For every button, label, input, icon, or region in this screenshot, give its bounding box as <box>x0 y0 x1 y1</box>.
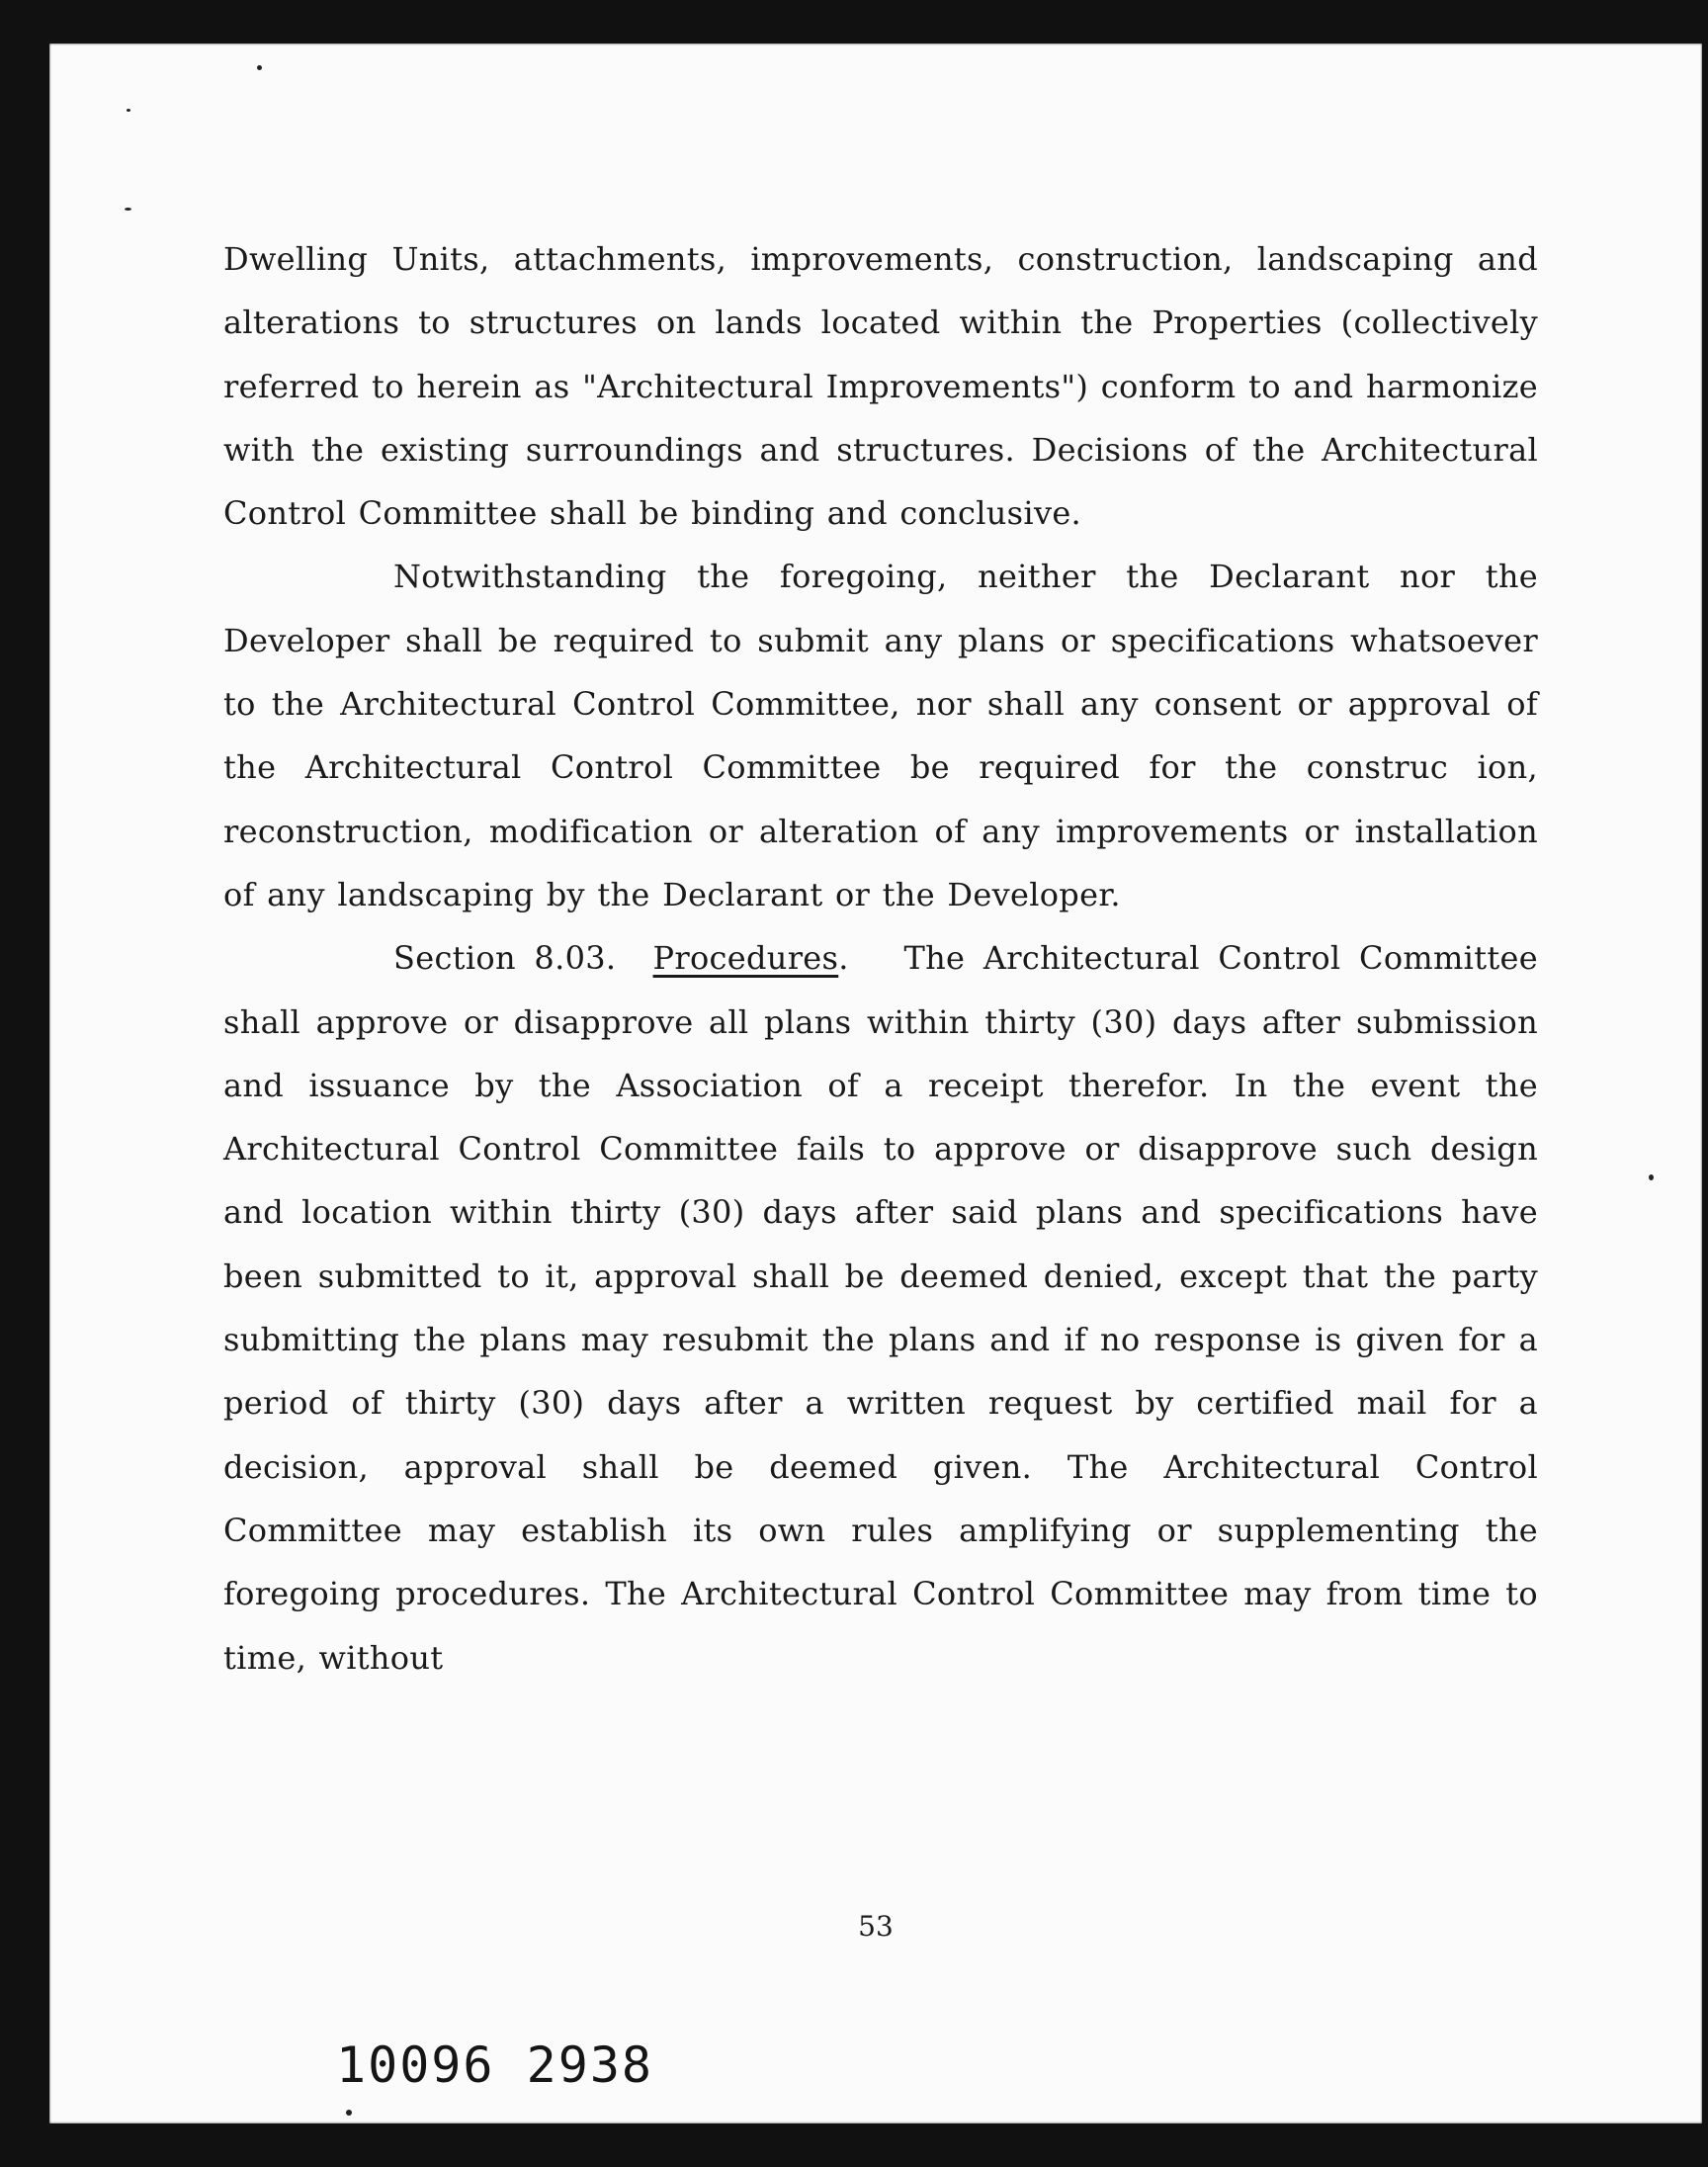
scan-speck <box>125 208 131 211</box>
body-text <box>223 227 1538 1690</box>
document-id: 10096 2938 <box>336 2037 654 2094</box>
paragraph-declarant-exemption: Notwithstanding the foregoing, neither the Declarant nor the Developer shall be required to submit any plans or specifications whatsoever to the Architectural Control Committee, nor shall any consent or approval of the Architectural Control Committee be required for the construc ion, reconstruction, modification or alteration of any improvements or installation of any landscaping by the Declarant or the Developer. <box>223 558 1538 913</box>
scan-speck <box>127 109 130 112</box>
page-number: 53 <box>858 1910 894 1943</box>
section-title-punctuation: . <box>838 939 849 978</box>
section-body: The Architectural Control Committee shall approve or disapprove all plans within thirty (30) days after submission and issuance by the Association of a receipt therefor. In the event the Architectural Control Committee fails to approve or disapprove such design and location within thirty (30) days after said plans and specifications have been submitted to it, approval shall be deemed denied, except that the party submitting the plans may resubmit the plans and if no response is given for a period of thirty (30) days after a written request by certified mail for a decision, approval shall be deemed given. The Architectural Control Committee may establish its own rules amplifying or supplementing the foregoing procedures. The Architectural Control Committee may from time to time, without <box>223 939 1538 1677</box>
paragraph-section-8-03 <box>223 926 1538 1690</box>
scan-speck <box>257 65 262 70</box>
paragraph-architectural-improvements: Dwelling Units, attachments, improvements, construction, landscaping and alterations to structures on lands located within the Properties (collectively referred to herein as "Architectural Improvements") conform to and harmonize with the existing surroundings and structures. Decisions of the Architectural Control Committee shall be binding and conclusive. <box>223 240 1538 533</box>
document-page <box>49 43 1702 2124</box>
scan-speck <box>1649 1174 1654 1180</box>
scan-speck <box>346 2110 352 2116</box>
section-number: Section 8.03. <box>393 939 617 978</box>
section-title: Procedures <box>652 939 839 978</box>
